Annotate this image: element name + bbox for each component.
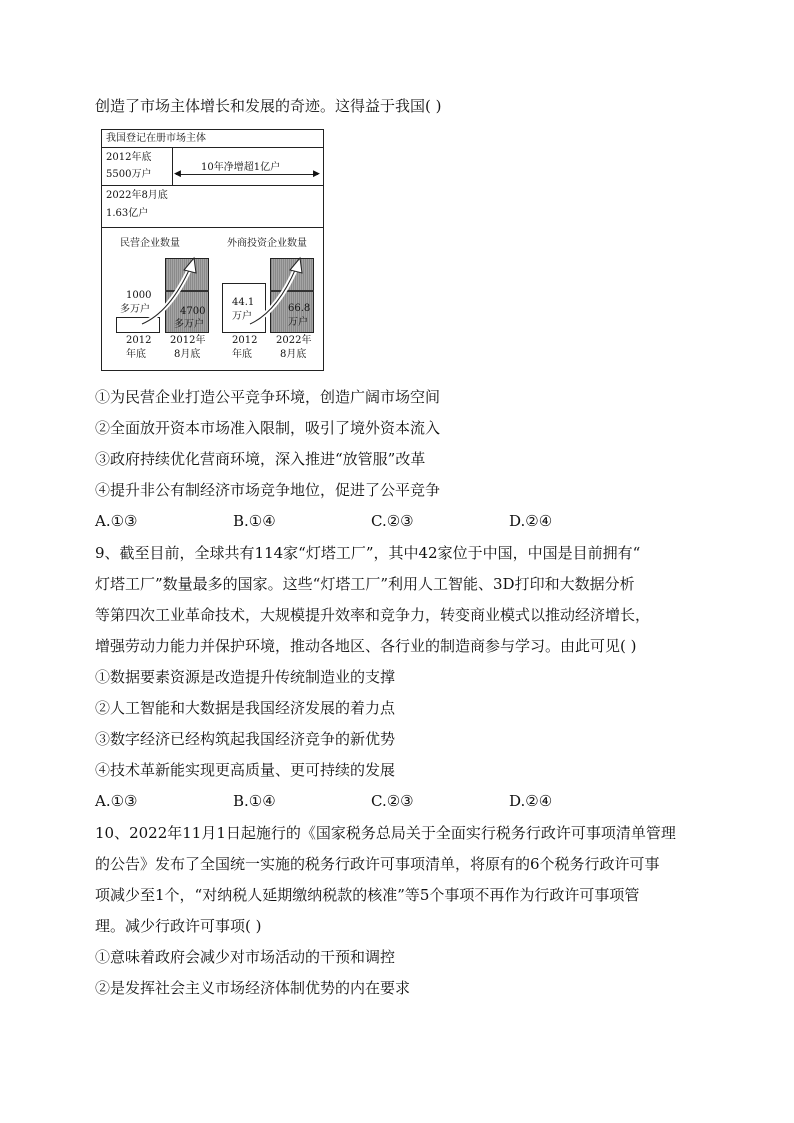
q8-item: ②全面放开资本市场准入限制，吸引了境外资本流入 xyxy=(95,419,441,437)
foreign-2022-value: 66.8 xyxy=(288,303,311,314)
x-label: 8月底 xyxy=(280,349,307,360)
q8-option-b[interactable]: B.①④ xyxy=(233,512,276,530)
q9-item: ①数据要素资源是改造提升传统制造业的支撑 xyxy=(95,668,396,686)
q9-item: ③数字经济已经构筑起我国经济竞争的新优势 xyxy=(95,730,396,748)
private-2012-value: 1000 xyxy=(126,290,152,301)
q8-item: ③政府持续优化营商环境，深入推进“放管服”改革 xyxy=(95,450,426,468)
q9-stem-line: 增强劳动力能力并保护环境，推动各地区、各行业的制造商参与学习。由此可见( ) xyxy=(95,637,637,655)
x-label: 年底 xyxy=(126,349,146,360)
private-2022-unit: 多万户 xyxy=(174,319,204,330)
q8-option-a[interactable]: A.①③ xyxy=(95,512,138,530)
q9-stem-line: 等第四次工业革命技术，大规模提升效率和竞争力，转变商业模式以推动经济增长， xyxy=(95,606,651,624)
x-label: 2012 xyxy=(126,335,152,346)
q8-item: ①为民营企业打造公平竞争环境，创造广阔市场空间 xyxy=(95,388,441,406)
q9-option-c[interactable]: C.②③ xyxy=(371,792,414,810)
q8-option-c[interactable]: C.②③ xyxy=(371,512,414,530)
growth-arrows xyxy=(102,130,323,370)
q9-option-b[interactable]: B.①④ xyxy=(233,792,276,810)
x-label: 8月底 xyxy=(174,349,201,360)
q10-stem-line: 的公告》发布了全国统一实施的税务行政许可事项清单，将原有的6个税务行政许可事 xyxy=(95,855,660,873)
market-entities-figure: 我国登记在册市场主体 2012年底 5500万户 ◀ ▶ 10年净增超1亿户 2022年8月底 1.63亿户 民营企业数量 外商投资企业数量 1000 多万户 4700 多万户 44.1 万户 66.8 万户 2012 年底 2012年 8月底 2012 年底 2022年 8月底 xyxy=(101,129,324,371)
q10-item: ②是发挥社会主义市场经济体制优势的内在要求 xyxy=(95,979,411,997)
y2012-label: 2012年底 xyxy=(106,152,152,163)
private-2022-value: 4700 xyxy=(180,306,206,317)
private-2012-unit: 多万户 xyxy=(120,304,150,315)
q9-option-a[interactable]: A.①③ xyxy=(95,792,138,810)
q9-stem-line: 灯塔工厂”数量最多的国家。这些“灯塔工厂”利用人工智能、3D打印和大数据分析 xyxy=(95,575,635,593)
q9-option-d[interactable]: D.②④ xyxy=(509,792,553,810)
x-label: 2012年 xyxy=(170,335,206,346)
x-label: 2012 xyxy=(232,335,258,346)
y2012-value: 5500万户 xyxy=(106,169,152,180)
q10-stem-line: 理。减少行政许可事项( ) xyxy=(95,917,262,935)
q10-stem-line: 项减少至1个，“对纳税人延期缴纳税款的核准”等5个事项不再作为行政许可事项管 xyxy=(95,886,640,904)
q10-item: ①意味着政府会减少对市场活动的干预和调控 xyxy=(95,948,396,966)
growth-label: 10年净增超1亿户 xyxy=(201,162,281,173)
q10-stem-line: 10、2022年11月1日起施行的《国家税务总局关于全面实行税务行政许可事项清单管理 xyxy=(95,824,676,842)
q9-item: ②人工智能和大数据是我国经济发展的着力点 xyxy=(95,699,396,717)
x-label: 年底 xyxy=(232,349,252,360)
private-chart-title: 民营企业数量 xyxy=(120,238,180,249)
q8-option-d[interactable]: D.②④ xyxy=(509,512,553,530)
q8-item: ④提升非公有制经济市场竞争地位，促进了公平竞争 xyxy=(95,481,441,499)
x-label: 2022年 xyxy=(276,335,312,346)
foreign-2012-unit: 万户 xyxy=(232,311,252,322)
foreign-2012-value: 44.1 xyxy=(232,297,255,308)
foreign-2022-unit: 万户 xyxy=(288,317,308,328)
y2022-value: 1.63亿户 xyxy=(106,208,149,219)
y2022-label: 2022年8月底 xyxy=(106,190,168,201)
figure-title: 我国登记在册市场主体 xyxy=(106,133,206,144)
q8-stem-tail: 创造了市场主体增长和发展的奇迹。这得益于我国( ) xyxy=(95,97,442,115)
q9-stem-line: 9、截至目前，全球共有114家“灯塔工厂”，其中42家位于中国，中国是目前拥有“ xyxy=(95,544,641,562)
foreign-chart-title: 外商投资企业数量 xyxy=(227,238,307,249)
q9-item: ④技术革新能实现更高质量、更可持续的发展 xyxy=(95,761,396,779)
